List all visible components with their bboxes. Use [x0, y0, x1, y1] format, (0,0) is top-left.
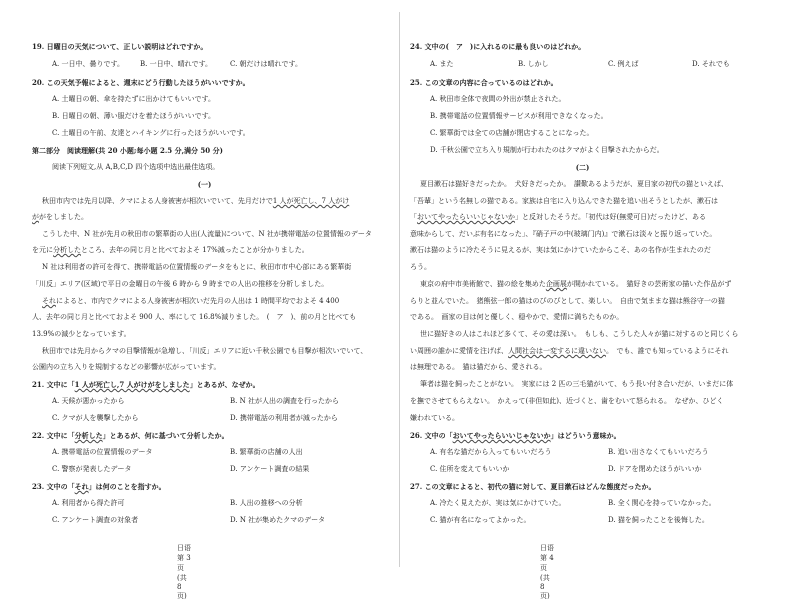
- passage2-para1-line5: 漱石は猫のように冷たそうに見えるが、実は気にかけていたからこそ、あの名作が生まれたのだ: [410, 246, 711, 254]
- q21-option-b: B. N 社が人出の調査を行ったから: [230, 397, 339, 405]
- passage2-para3-line3: は無理である。 猫は猫だから、愛される。: [410, 363, 547, 371]
- q27-option-d: D. 猫を飼ったことを後悔した。: [608, 516, 709, 524]
- passage1-para5-line1: 秋田市では先月からクマの目撃情報が急増し、「川反」エリアに近い千秋公園でも目撃が相次いでいて、: [42, 347, 368, 355]
- q19-option-c: C. 朝だけは晴れです。: [230, 60, 302, 68]
- q23-option-c: C. アンケート調査の対象者: [52, 516, 139, 524]
- q27-option-c: C. 猫が有名になってよかった。: [430, 516, 531, 524]
- question-21: 21. 文中に「1 人が死亡し,7 人がけがをしました」とあるが、なぜか。: [32, 380, 260, 389]
- question-22: 22. 文中に「分析した」とあるが、何に基づいて分析したか。: [32, 431, 229, 440]
- passage1-para1-line1: 秋田市内では先月以降、クマによる人身被害が相次いでいて、先月だけで1 人が死亡し、7 人がけ: [42, 197, 350, 205]
- question-25: 25. この文章の内容に合っているのはどれか。: [410, 78, 558, 87]
- q23-option-b: B. 人出の推移への分析: [230, 499, 303, 507]
- q26-option-c: C. 住所を変えてもいいか: [430, 465, 510, 473]
- passage2-para1-line6: ろう。: [410, 263, 431, 271]
- question-20: 20. この天気予報によると、週末にどう行動したほうがいいですか。: [32, 78, 250, 87]
- q24-option-a: A. また: [430, 60, 454, 68]
- q19-option-b: B. 一日中、晴れです。: [140, 60, 213, 68]
- passage-title-2: (二): [575, 163, 590, 172]
- passage1-para3-line1: N 社は利用者の許可を得て、携帯電話の位置情報のデータをもとに、秋田市市中心部にある繁華街: [42, 263, 352, 271]
- passage2-para3-line1: 世に猫好きの人はこれほど多くて、その愛は深い。 もしも、こうした人々が猫に対するのと同じくら: [420, 330, 739, 338]
- q22-option-c: C. 警察が発表したデータ: [52, 465, 132, 473]
- passage2-para1-line2: 「吾輩」という名無しの猫である。家族は自宅に入り込んできた猫を追い出そうとしたが、漱石は: [410, 197, 718, 205]
- q22-option-a: A. 携帯電話の位置情報のデータ: [52, 448, 153, 456]
- q24-option-b: B. しかし: [518, 60, 549, 68]
- passage1-para4-line2: 人、去年の同じ月と比べておよそ 900 人、率にして 16.8%減りました。 ( ア )、前の月と比べても: [32, 313, 357, 321]
- passage2-para1-line4: 意味からして、だいぶ有名になった」、『硝子戸の中(玻璃门内)』で漱石は淡々と振り返っていた。: [410, 230, 717, 238]
- q27-option-b: B. 全く関心を持っていなかった。: [608, 499, 716, 507]
- passage2-para4-line2: を撫でさせてもらえない。 かえって(非但如此)、近づくと、歯をむいて怒られる。 なぜか、ひどく: [410, 397, 724, 405]
- question-23: 23. 文中の「それ」は何のことを指すか。: [32, 482, 166, 491]
- passage2-para2-line3: である。 画家の目は何と優しく、穏やかで、愛情に満ちたものか。: [410, 313, 624, 321]
- page-footer-right: 日语 第 4 页(共 8 页): [540, 544, 561, 600]
- q23-option-a: A. 利用者から得た許可: [52, 499, 125, 507]
- q21-option-d: D. 携帯電話の利用者が減ったから: [230, 414, 338, 422]
- q24-option-d: D. それでも: [692, 60, 730, 68]
- passage2-para4-line1: 筆者は猫を飼ったことがない。 実家には 2 匹の三毛猫がいて、もう長い付き合いだが、いまだに体: [420, 380, 734, 388]
- question-26: 26. 文中の「おいてやったらいいじゃないか」はどういう意味か。: [410, 431, 621, 440]
- q19-option-a: A. 一日中、曇りです。: [52, 60, 124, 68]
- passage-title-1: (一): [197, 180, 212, 189]
- q20-option-c: C. 土曜日の午前、友達とハイキングに行ったほうがいいです。: [52, 129, 250, 137]
- page-footer-left: 日语 第 3 页(共 8 页): [177, 544, 198, 600]
- question-27: 27. この文章によると、初代の猫に対して、夏目漱石はどんな態度だったか。: [410, 482, 656, 491]
- question-24: 24. 文中の( ア )に入れるのに最も良いのはどれか。: [410, 42, 586, 51]
- passage1-para2-line2: を元に分析したところ、去年の同じ月と比べておよそ 17%減ったことが分かりました。: [32, 246, 309, 254]
- passage2-para3-line2: い周囲の誰かに愛情を注げば、人間社会は一変するに違いない。 でも、誰でも知っているようにそれ: [410, 347, 729, 355]
- q26-option-b: B. 追い出さなくてもいいだろう: [608, 448, 709, 456]
- passage2-para1-line3: 「おいてやったらいいじゃないか」と反対したそうだ。「初代は好(無愛可日)だったけど、ある: [410, 213, 706, 221]
- q20-option-b: B. 日曜日の朝、薄い服だけを着たほうがいいです。: [52, 112, 216, 120]
- passage2-para4-line3: 嫌われている。: [410, 414, 459, 422]
- passage1-para4-line1: それによると、市内でクマによる人身被害が相次いだ先月の人出は 1 時間平均でおよそ 4 400: [42, 297, 340, 305]
- passage1-para2-line1: こうした中、N 社が先月の秋田市の繁華街の人出(人流量)について、N 社が携帯電話の位置情報のデータ: [42, 230, 372, 238]
- passage1-para5-line2: 公園内の立ち入りを規制するなどの影響が広がっています。: [32, 363, 221, 371]
- q25-option-d: D. 千秋公園で立ち入り規制が行われたのはクマがよく目撃されたからだ。: [430, 146, 664, 154]
- q25-option-a: A. 秋田市全体で夜間の外出が禁止された。: [430, 95, 566, 103]
- passage2-para2-line1: 東京の府中市美術館で、猫の絵を集めた企画展が開かれている。 猫好きの芸術家の描いた作品がず: [420, 280, 732, 288]
- q24-option-c: C. 例えば: [608, 60, 639, 68]
- q22-option-d: D. アンケート調査の結果: [230, 465, 310, 473]
- q23-option-d: D. N 社が集めたクマのデータ: [230, 516, 326, 524]
- q26-option-a: A. 有名な猫だから入ってもいいだろう: [430, 448, 552, 456]
- q20-option-a: A. 土曜日の朝、傘を持たずに出かけてもいいです。: [52, 95, 215, 103]
- section-heading: 第二部分 阅读理解(共 20 小题;每小题 2.5 分,满分 50 分): [32, 146, 223, 155]
- q25-option-b: B. 携帯電話の位置情報サービスが利用できなくなった。: [430, 112, 608, 120]
- passage1-para4-line3: 13.9%の減少となっています。: [32, 330, 131, 338]
- q25-option-c: C. 繁華街では全ての店舗が閉店することになった。: [430, 129, 594, 137]
- passage2-para2-line2: らりと並んでいた。 猪熊弦一郎の猫はのびのびとして、楽しい。 自由で気ままな猫は熊谷守一の猫: [410, 297, 725, 305]
- q21-option-c: C. クマが人を襲撃したから: [52, 414, 139, 422]
- passage2-para1-line1: 夏目漱石は猫好きだったか。 犬好きだったか。 讃歎あるようだが、夏目家の初代の猫といえば、: [420, 180, 728, 188]
- passage1-para1-line2: ががをしました。: [32, 213, 88, 221]
- q22-option-b: B. 繁華街の店舗の人出: [230, 448, 303, 456]
- section-instruction: 阅读下列短文,从 A,B,C,D 四个选项中选出最佳选项。: [52, 163, 220, 171]
- q21-option-a: A. 天候が悪かったから: [52, 397, 125, 405]
- question-19: 19. 日曜日の天気について、正しい説明はどれですか。: [32, 42, 208, 51]
- q26-option-d: D. ドアを閉めたほうがいいか: [608, 465, 702, 473]
- passage1-para3-line2: 「川反」エリア(区域)で平日の金曜日の午後 6 時から 9 時までの人出の推移を分析しました。: [32, 280, 329, 288]
- q27-option-a: A. 冷たく見えたが、実は気にかけていた。: [430, 499, 566, 507]
